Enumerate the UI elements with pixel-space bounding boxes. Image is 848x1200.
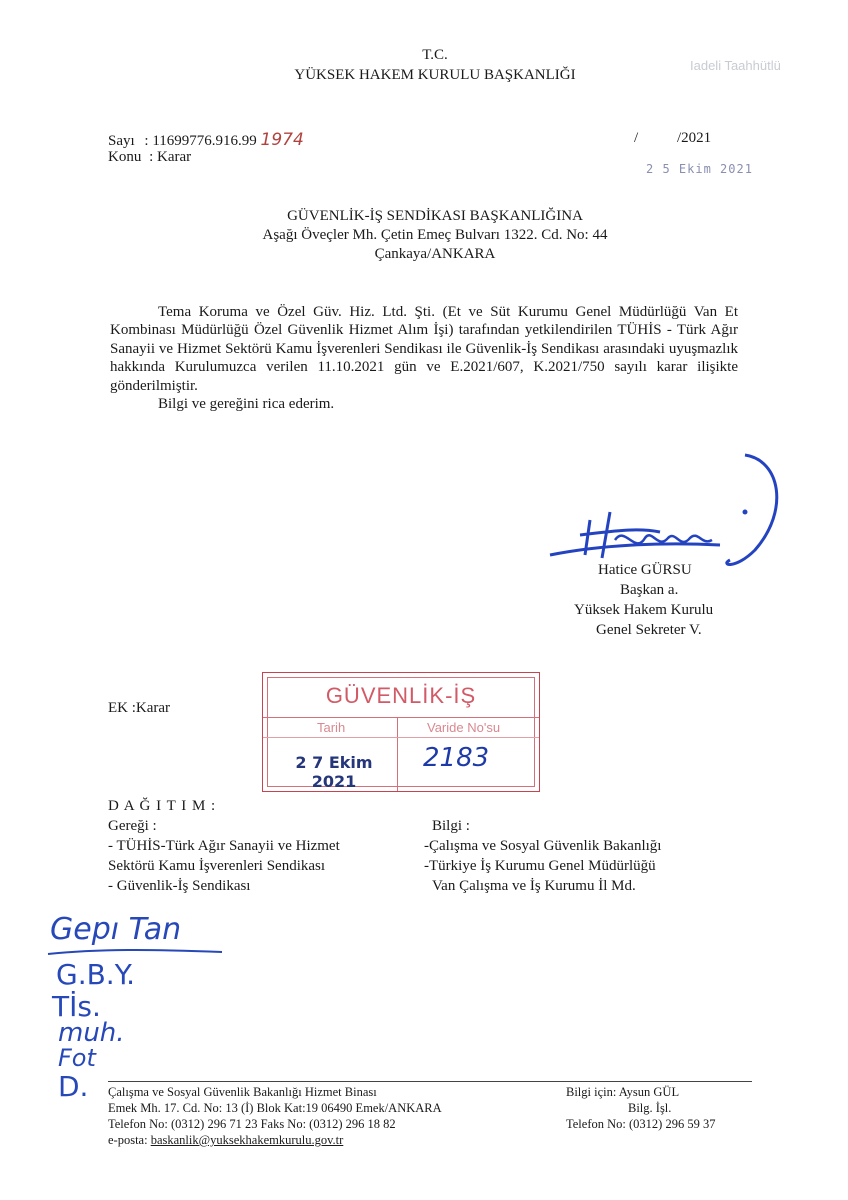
recipient-address: Aşağı Öveçler Mh. Çetin Emeç Bulvarı 1322. Cd. No: 44 (262, 227, 608, 243)
distribution-left-item: - TÜHİS-Türk Ağır Sanayii ve Hizmet (108, 838, 340, 854)
konu-label: Konu (108, 149, 142, 165)
konu-value: : Karar (149, 149, 192, 165)
konu-row (108, 149, 191, 166)
date-year: /2021 (677, 130, 712, 146)
signatory-title-2: Yüksek Hakem Kurulu (574, 602, 714, 618)
recipient-city: Çankaya/ANKARA (374, 246, 496, 262)
distribution-left-heading: Gereği : (108, 818, 157, 834)
footer-email-link[interactable]: baskanlik@yuksekhakemkurulu.gov.tr (150, 1133, 344, 1147)
footer-contact-phone: Telefon No: (0312) 296 59 37 (566, 1117, 716, 1131)
handwritten-note: G.B.Y. (56, 958, 136, 991)
handwritten-note: Tİs. (52, 990, 101, 1023)
sayi-value: : 11699776.916.99 (144, 133, 257, 149)
header-institution: YÜKSEK HAKEM KURULU BAŞKANLIĞI (294, 67, 576, 83)
distribution-left-item: - Güvenlik-İş Sendikası (108, 878, 251, 894)
signatory-title-1: Başkan a. (620, 582, 679, 598)
handwritten-note: Fot (58, 1044, 96, 1072)
distribution-right-heading: Bilgi : (432, 818, 470, 834)
attachment-note: EK :Karar (108, 700, 171, 716)
distribution-right-item: -Türkiye İş Kurumu Genel Müdürlüğü (424, 858, 656, 874)
footer-contact-person: Bilgi için: Aysun GÜL (566, 1085, 680, 1099)
distribution-left-item: Sektörü Kamu İşverenleri Sendikası (108, 858, 326, 874)
body-paragraph: Tema Koruma ve Özel Güv. Hiz. Ltd. Şti. (Et ve Süt Kurumu Genel Müdürlüğü Van Et Kombinası Müdürlüğü Özel Güvenlik Hizmet Alım İşi) tarafından yetkilendirilen TÜHİS - Türk Ağır Sanayii ve Hizmet Sektörü Kamu İşverenleri Sendikası ile Güvenlik-İş Sendikası arasındaki uyuşmazlık hakkında Kurulumuzca verilen 11.10.2021 gün ve E.2021/607, K.2021/750 sayılı karar ilişikte gönderilmiştir. (110, 304, 738, 394)
signature-scribble (540, 450, 790, 580)
handwritten-note: muh. (58, 1018, 125, 1048)
sayi-handwritten-number: 1974 (260, 130, 304, 150)
date-slash: / (634, 130, 639, 146)
handwritten-note: D. (58, 1070, 89, 1103)
faint-header-text: Iadeli Taahhütlü (690, 58, 781, 73)
footer-contact-role: Bilg. İşl. (628, 1101, 672, 1115)
stamp-varide-label: Varide No'su (427, 720, 501, 735)
footer-phone: Telefon No: (0312) 296 71 23 Faks No: (0312) 296 18 82 (108, 1117, 396, 1131)
distribution-heading: D A Ğ I T I M : (108, 798, 217, 814)
handwritten-underline (46, 946, 226, 958)
body-closing: Bilgi ve gereğini rica ederim. (158, 396, 335, 413)
distribution-right-item: -Çalışma ve Sosyal Güvenlik Bakanlığı (424, 838, 662, 854)
stamp-title: GÜVENLİK-İŞ (325, 683, 477, 708)
signatory-title-3: Genel Sekreter V. (596, 622, 702, 638)
letter-body (110, 303, 738, 413)
stamp-date: 2 7 Ekim 2021 (295, 753, 373, 791)
footer-email-label: e-posta: (108, 1133, 151, 1147)
stamp-tarih-label: Tarih (317, 720, 346, 735)
footer-address-2: Emek Mh. 17. Cd. No: 13 (İ) Blok Kat:19 06490 Emek/ANKARA (108, 1101, 442, 1115)
handwritten-note: Gepı Tan (50, 912, 182, 947)
footer-divider (108, 1081, 752, 1082)
footer-email-row (108, 1133, 343, 1148)
stamp-number: 2183 (423, 743, 490, 773)
header-tc: T.C. (422, 47, 448, 63)
distribution-right-item: Van Çalışma ve İş Kurumu İl Md. (432, 878, 636, 894)
signatory-name: Hatice GÜRSU (598, 562, 692, 578)
sayi-label: Sayı (108, 133, 135, 149)
sayi-row (108, 130, 304, 150)
recipient-title: GÜVENLİK-İŞ SENDİKASI BAŞKANLIĞINA (287, 208, 583, 224)
date-stamp: 2 5 Ekim 2021 (646, 162, 753, 176)
footer-address-1: Çalışma ve Sosyal Güvenlik Bakanlığı Hizmet Binası (108, 1085, 377, 1099)
incoming-stamp (262, 672, 540, 792)
